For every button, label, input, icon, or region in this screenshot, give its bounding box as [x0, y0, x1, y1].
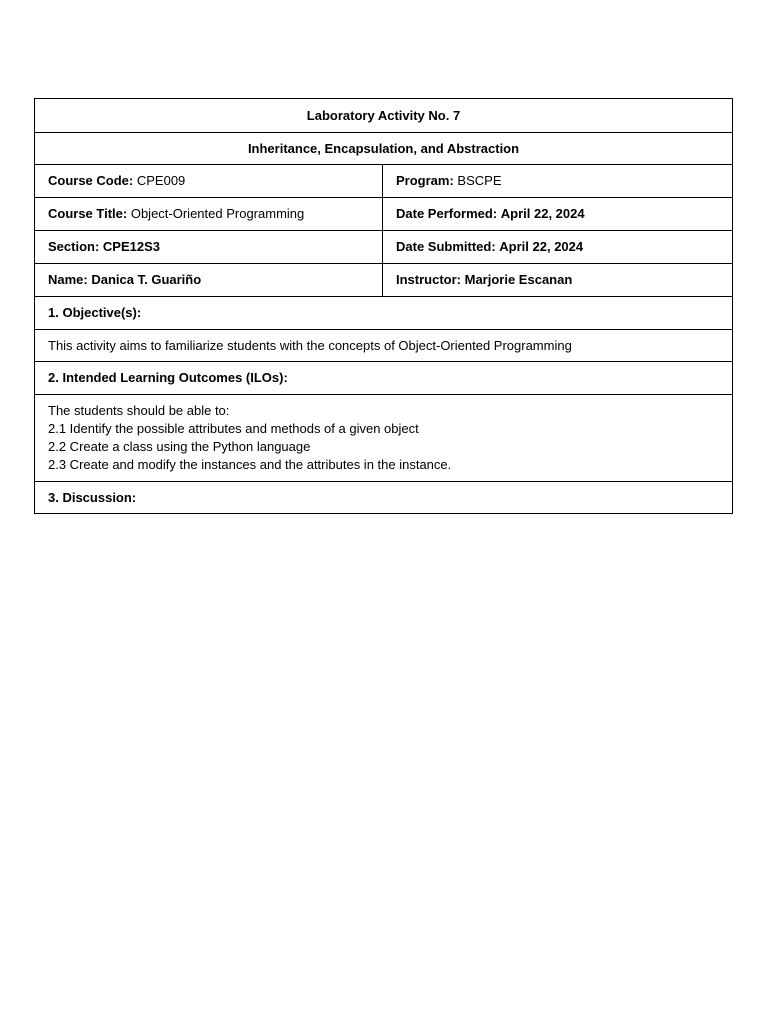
course-code-row: [35, 165, 733, 198]
objectives-heading-row: [35, 297, 733, 330]
date-performed-label: Date Performed:: [396, 206, 498, 221]
instructor-cell: [383, 264, 733, 297]
objectives-text-row: [35, 330, 733, 362]
ilo-item: 2.3 Create and modify the instances and the attributes in the instance.: [48, 457, 452, 472]
program-label: Program:: [396, 173, 454, 188]
instructor-value: Marjorie Escanan: [464, 272, 573, 287]
course-title-label: Course Title:: [48, 206, 128, 221]
name-row: [35, 264, 733, 297]
objectives-heading: 1. Objective(s):: [35, 297, 733, 330]
subtitle-row: [35, 133, 733, 165]
date-performed-value: April 22, 2024: [500, 206, 585, 221]
program-value: BSCPE: [457, 173, 502, 188]
lab-activity-table: [34, 98, 733, 514]
ilo-list-cell: [35, 395, 733, 482]
ilo-item: 2.1 Identify the possible attributes and methods of a given object: [48, 421, 419, 436]
activity-subtitle: Inheritance, Encapsulation, and Abstraction: [35, 133, 733, 165]
discussion-heading: 3. Discussion:: [35, 482, 733, 514]
discussion-heading-row: [35, 482, 733, 514]
course-code-cell: [35, 165, 383, 198]
ilo-heading: 2. Intended Learning Outcomes (ILOs):: [35, 362, 733, 395]
activity-title: Laboratory Activity No. 7: [35, 99, 733, 133]
date-submitted-cell: [383, 231, 733, 264]
instructor-label: Instructor:: [396, 272, 461, 287]
section-cell: [35, 231, 383, 264]
course-title-value: Object-Oriented Programming: [130, 206, 305, 221]
ilo-item: 2.2 Create a class using the Python language: [48, 439, 311, 454]
course-title-cell: [35, 198, 383, 231]
ilo-heading-row: [35, 362, 733, 395]
date-submitted-label: Date Submitted:: [396, 239, 496, 254]
objectives-text: This activity aims to familiarize students with the concepts of Object-Oriented Programming: [35, 330, 733, 362]
section-label: Section:: [48, 239, 100, 254]
course-code-value: CPE009: [136, 173, 186, 188]
course-code-label: Course Code:: [48, 173, 134, 188]
name-label: Name:: [48, 272, 88, 287]
course-title-row: [35, 198, 733, 231]
title-row: [35, 99, 733, 133]
name-cell: [35, 264, 383, 297]
section-value: CPE12S3: [102, 239, 161, 254]
ilo-intro: The students should be able to:: [48, 403, 230, 418]
date-performed-cell: [383, 198, 733, 231]
date-submitted-value: April 22, 2024: [499, 239, 584, 254]
program-cell: [383, 165, 733, 198]
section-row: [35, 231, 733, 264]
ilo-list-row: [35, 395, 733, 482]
name-value: Danica T. Guariño: [91, 272, 202, 287]
